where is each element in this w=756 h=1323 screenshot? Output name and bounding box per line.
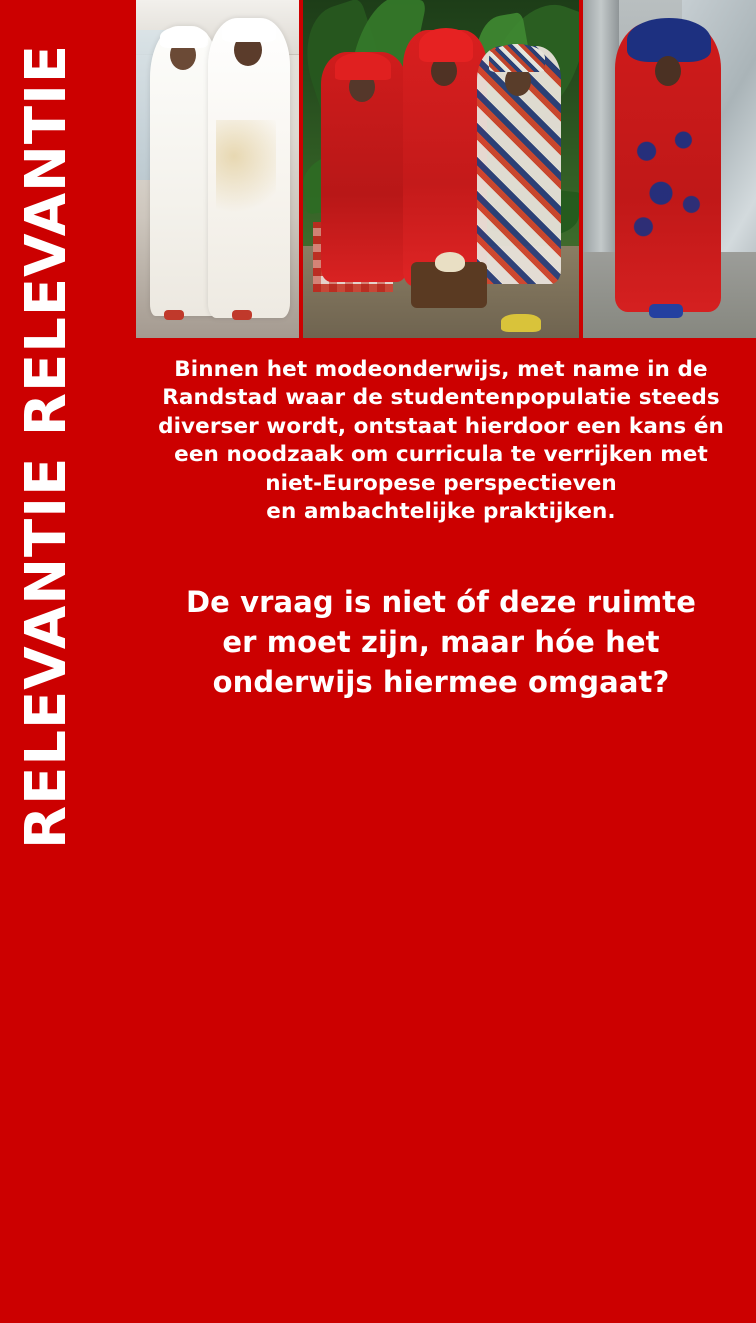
photo-2-figure-left bbox=[321, 52, 407, 282]
photo-2-figure-center-headscarf bbox=[419, 28, 473, 62]
photo-3-figure bbox=[615, 22, 721, 312]
photo-1-figure-right-headscarf bbox=[222, 18, 276, 42]
photo-1-shoe-left bbox=[164, 310, 184, 320]
question-line: onderwijs hiermee omgaat? bbox=[212, 665, 670, 700]
side-title-text: RELEVANTIE RELEVANTIE bbox=[14, 43, 79, 849]
photo-2-figure-right-headscarf bbox=[489, 44, 545, 72]
photo-3-shoe bbox=[649, 304, 683, 318]
body-paragraph bbox=[136, 356, 746, 526]
photo-1-shoe-right bbox=[232, 310, 252, 320]
photo-1-gold-trim bbox=[216, 120, 276, 240]
body-line: Binnen het modeonderwijs, met name in de bbox=[174, 357, 708, 382]
photo-3-embroidery bbox=[629, 112, 709, 252]
body-line: en ambachtelijke praktijken. bbox=[266, 498, 616, 524]
question-line: De vraag is niet óf deze ruimte bbox=[186, 585, 696, 620]
photo-2-bowl bbox=[435, 252, 465, 272]
body-line: diverser wordt, ontstaat hierdoor een kans én bbox=[158, 413, 724, 439]
photo-woman-blue-red-koto bbox=[583, 0, 756, 338]
photo-1-figure-left-headscarf bbox=[160, 26, 208, 48]
text-area bbox=[136, 356, 746, 702]
body-line: niet-Europese perspectieven bbox=[265, 470, 617, 496]
question-line: er moet zijn, maar hóe het bbox=[222, 625, 660, 660]
photo-two-women-white-koto bbox=[136, 0, 299, 338]
photo-2-bananas bbox=[501, 314, 541, 332]
question-paragraph bbox=[136, 582, 746, 702]
vertical-side-title bbox=[0, 0, 79, 880]
photo-three-women-red-koto bbox=[303, 0, 579, 338]
body-line: een noodzaak om curricula te verrijken met bbox=[174, 442, 708, 468]
photo-3-figure-head bbox=[655, 56, 681, 86]
photo-2-figure-center bbox=[403, 30, 487, 286]
photo-2-figure-left-headscarf bbox=[335, 52, 391, 80]
image-row bbox=[136, 0, 756, 338]
photo-2-figure-right bbox=[477, 46, 561, 284]
body-line: Randstad waar de studentenpopulatie steeds bbox=[162, 385, 720, 411]
